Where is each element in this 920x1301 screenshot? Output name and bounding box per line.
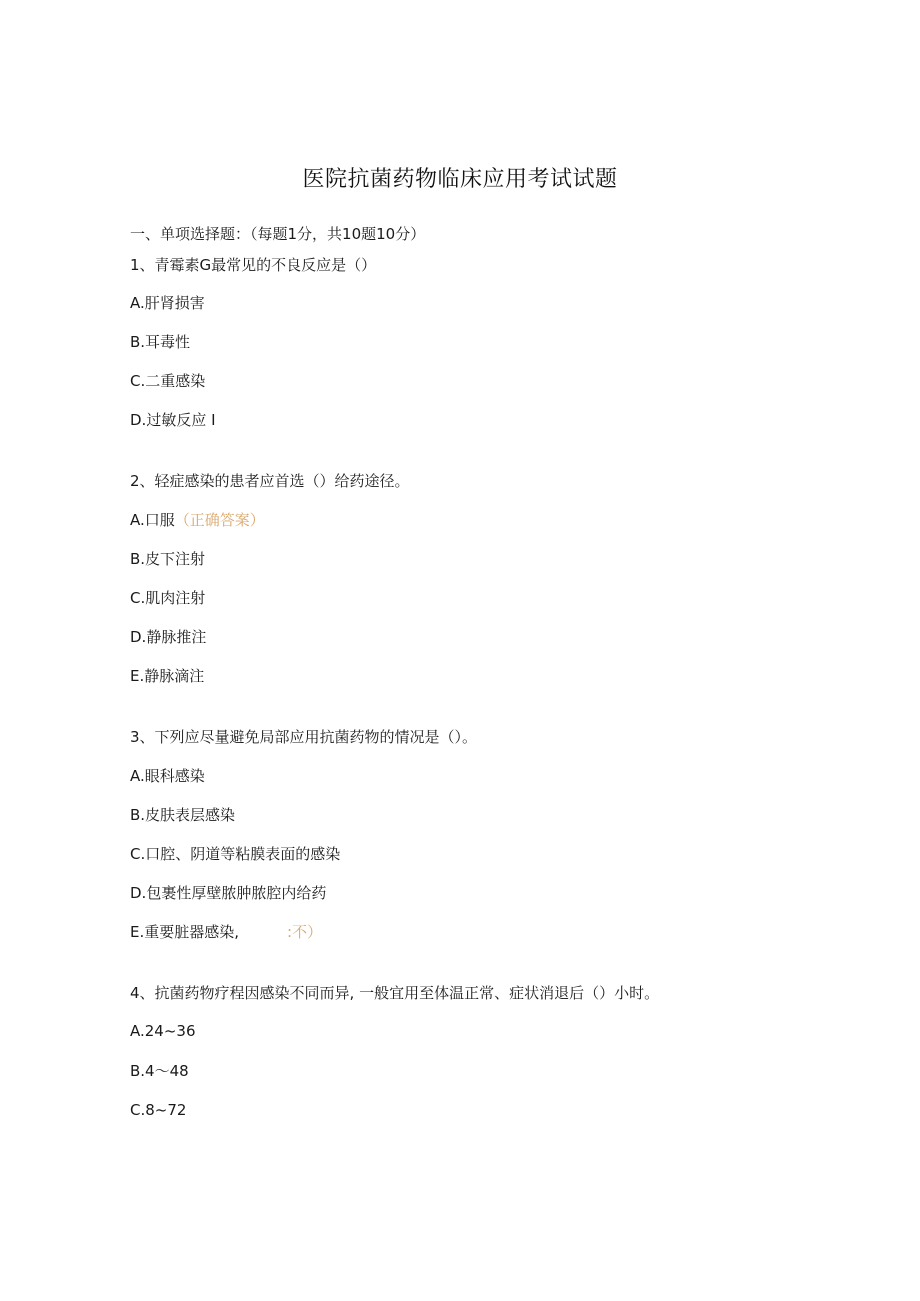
correct-answer-note: :不） [287,923,323,941]
question-3-stem: 3、下列应尽量避免局部应用抗菌药物的情况是（）。 [130,728,478,746]
option-text: D.过敏反应 I [130,411,216,429]
option-text: C.肌肉注射 [130,589,206,607]
question-3-option-e [130,922,322,942]
question-4-option-b [130,1061,189,1081]
question-1-option-d [130,410,216,430]
question-1-option-b [130,332,190,352]
option-text: D.包裹性厚壁脓肿脓腔内给药 [130,884,327,902]
question-3-option-a [130,766,205,786]
option-text: B.4～48 [130,1062,189,1080]
option-text: C.8~72 [130,1101,187,1119]
question-2-stem: 2、轻症感染的患者应首选（）给药途径。 [130,472,410,490]
option-text: C.二重感染 [130,372,206,390]
question-3-option-c [130,844,340,864]
correct-answer-note: （正确答案） [174,511,265,529]
question-3-option-d [130,883,326,903]
question-2-option-a [130,510,265,530]
option-text: B.皮下注射 [130,550,206,568]
question-2-option-b [130,549,205,569]
option-text: B.皮肤表层感染 [130,806,236,824]
option-text: E.静脉滴注 [130,667,205,685]
question-1-option-c [130,371,205,391]
option-text: E.重要脏器感染, [130,923,240,941]
option-text: C.口腔、阴道等粘膜表面的感染 [130,845,341,863]
question-2-option-d [130,627,206,647]
option-text: A.口服 [130,511,175,529]
question-2-option-c [130,588,205,608]
question-2-option-e [130,666,204,686]
option-text: A.24~36 [130,1022,196,1040]
question-4-option-c [130,1100,186,1120]
question-3-option-b [130,805,235,825]
option-text: A.肝肾损害 [130,294,205,312]
question-4-option-a [130,1021,196,1041]
question-1-stem: 1、青霉素G最常见的不良反应是（） [130,256,377,274]
question-4-stem: 4、抗菌药物疗程因感染不同而异, 一般宜用至体温正常、症状消退后（）小时。 [130,984,660,1002]
page-title: 医院抗菌药物临床应用考试试题 [302,167,618,192]
option-text: D.静脉推注 [130,628,207,646]
option-text: B.耳毒性 [130,333,191,351]
option-text: A.眼科感染 [130,767,205,785]
section-header: 一、单项选择题：（每题1分，共10题10分） [130,225,426,243]
question-1-option-a [130,293,205,313]
